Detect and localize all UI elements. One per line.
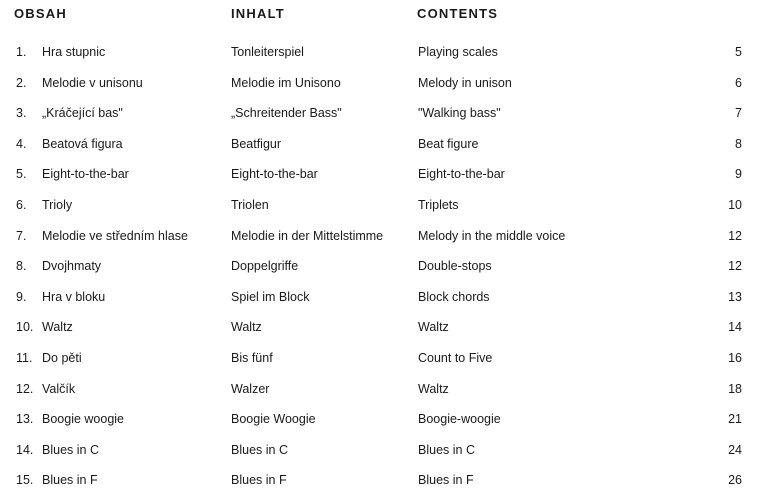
entry-title-english: Boogie-woogie	[418, 412, 501, 427]
entry-title-german: „Schreitender Bass"	[231, 106, 342, 121]
entry-title-german: Beatfigur	[231, 136, 282, 151]
contents-row-1	[0, 42, 760, 73]
entry-title-czech: Eight-to-the-bar	[42, 167, 129, 182]
entry-title-german: Eight-to-the-bar	[231, 167, 318, 182]
entry-title-czech: Waltz	[42, 320, 73, 335]
entry-number: 9.	[16, 289, 27, 304]
contents-row-13	[0, 409, 760, 440]
entry-title-english: Blues in C	[418, 442, 475, 457]
entry-title-german: Waltz	[231, 320, 262, 335]
entry-number: 15.	[16, 473, 34, 488]
entry-title-german: Melodie im Unisono	[231, 75, 341, 90]
entry-title-english: Melody in the middle voice	[418, 228, 566, 243]
entry-title-czech: Boogie woogie	[42, 412, 125, 427]
entry-title-english: Waltz	[418, 320, 449, 335]
contents-row-15	[0, 470, 760, 501]
entry-title-czech: Melodie ve středním hlase	[42, 228, 188, 243]
entry-title-german: Triolen	[231, 197, 269, 212]
entry-number: 3.	[16, 106, 27, 121]
contents-row-4	[0, 134, 760, 165]
entry-number: 13.	[16, 412, 34, 427]
contents-row-9	[0, 287, 760, 318]
entry-title-german: Doppelgriffe	[231, 259, 299, 274]
entry-page-number: 16	[728, 350, 742, 365]
entry-title-english: Block chords	[418, 289, 490, 304]
entry-title-german: Melodie in der Mittelstimme	[231, 228, 384, 243]
entry-page-number: 21	[728, 412, 742, 427]
entry-page-number: 13	[728, 289, 742, 304]
entry-page-number: 7	[735, 106, 742, 121]
entry-page-number: 9	[735, 167, 742, 182]
entry-title-czech: Beatová figura	[42, 136, 123, 151]
entry-title-czech: Melodie v unisonu	[42, 75, 143, 90]
entry-page-number: 12	[728, 259, 742, 274]
entry-number: 12.	[16, 381, 34, 396]
contents-row-2	[0, 73, 760, 104]
entry-title-english: Eight-to-the-bar	[418, 167, 505, 182]
entry-page-number: 18	[728, 381, 742, 396]
header-obsah: OBSAH	[14, 6, 67, 21]
entry-title-english: Double-stops	[418, 259, 492, 274]
entry-page-number: 5	[735, 45, 742, 59]
entry-title-english: Waltz	[418, 381, 449, 396]
entry-page-number: 14	[728, 320, 742, 335]
entry-page-number: 8	[735, 136, 742, 151]
entry-page-number: 12	[728, 228, 742, 243]
entry-title-czech: „Kráčející bas"	[42, 106, 123, 121]
entry-page-number: 10	[728, 197, 742, 212]
entry-number: 5.	[16, 167, 27, 182]
entry-title-german: Walzer	[231, 381, 270, 396]
entry-title-czech: Hra v bloku	[42, 289, 106, 304]
entry-title-czech: Do pěti	[42, 350, 82, 365]
entry-title-czech: Dvojhmaty	[42, 259, 102, 274]
entry-title-english: Playing scales	[418, 45, 498, 59]
entry-number: 2.	[16, 75, 27, 90]
entry-title-english: Blues in F	[418, 473, 474, 488]
contents-row-11	[0, 348, 760, 379]
header-inhalt: INHALT	[231, 6, 285, 21]
contents-row-12	[0, 379, 760, 410]
entry-number: 11.	[16, 350, 33, 365]
entry-page-number: 6	[735, 75, 742, 90]
header-contents: CONTENTS	[417, 6, 499, 21]
entry-number: 7.	[16, 228, 27, 243]
contents-row-7	[0, 226, 760, 257]
contents-row-8	[0, 256, 760, 287]
contents-row-6	[0, 195, 760, 226]
entry-title-german: Tonleiterspiel	[231, 45, 304, 59]
entry-title-english: Triplets	[418, 197, 459, 212]
entry-title-english: Count to Five	[418, 350, 493, 365]
entry-title-english: Beat figure	[418, 136, 479, 151]
entry-number: 6.	[16, 197, 27, 212]
contents-row-14	[0, 440, 760, 471]
entry-title-czech: Hra stupnic	[42, 45, 106, 59]
entry-title-german: Boogie Woogie	[231, 412, 316, 427]
entry-title-english: "Walking bass"	[418, 106, 501, 121]
entry-number: 14.	[16, 442, 34, 457]
contents-row-3	[0, 103, 760, 134]
contents-row-5	[0, 164, 760, 195]
contents-list	[0, 42, 760, 501]
entry-title-german: Bis fünf	[231, 350, 273, 365]
contents-row-10	[0, 317, 760, 348]
entry-number: 10.	[16, 320, 34, 335]
entry-title-english: Melody in unison	[418, 75, 512, 90]
entry-number: 8.	[16, 259, 27, 274]
entry-number: 1.	[16, 45, 27, 59]
entry-title-czech: Trioly	[42, 197, 73, 212]
entry-number: 4.	[16, 136, 27, 151]
entry-page-number: 26	[728, 473, 742, 488]
entry-title-german: Blues in C	[231, 442, 288, 457]
entry-title-czech: Blues in C	[42, 442, 99, 457]
entry-title-czech: Valčík	[42, 381, 76, 396]
entry-page-number: 24	[728, 442, 742, 457]
entry-title-german: Blues in F	[231, 473, 287, 488]
entry-title-german: Spiel im Block	[231, 289, 310, 304]
entry-title-czech: Blues in F	[42, 473, 98, 488]
